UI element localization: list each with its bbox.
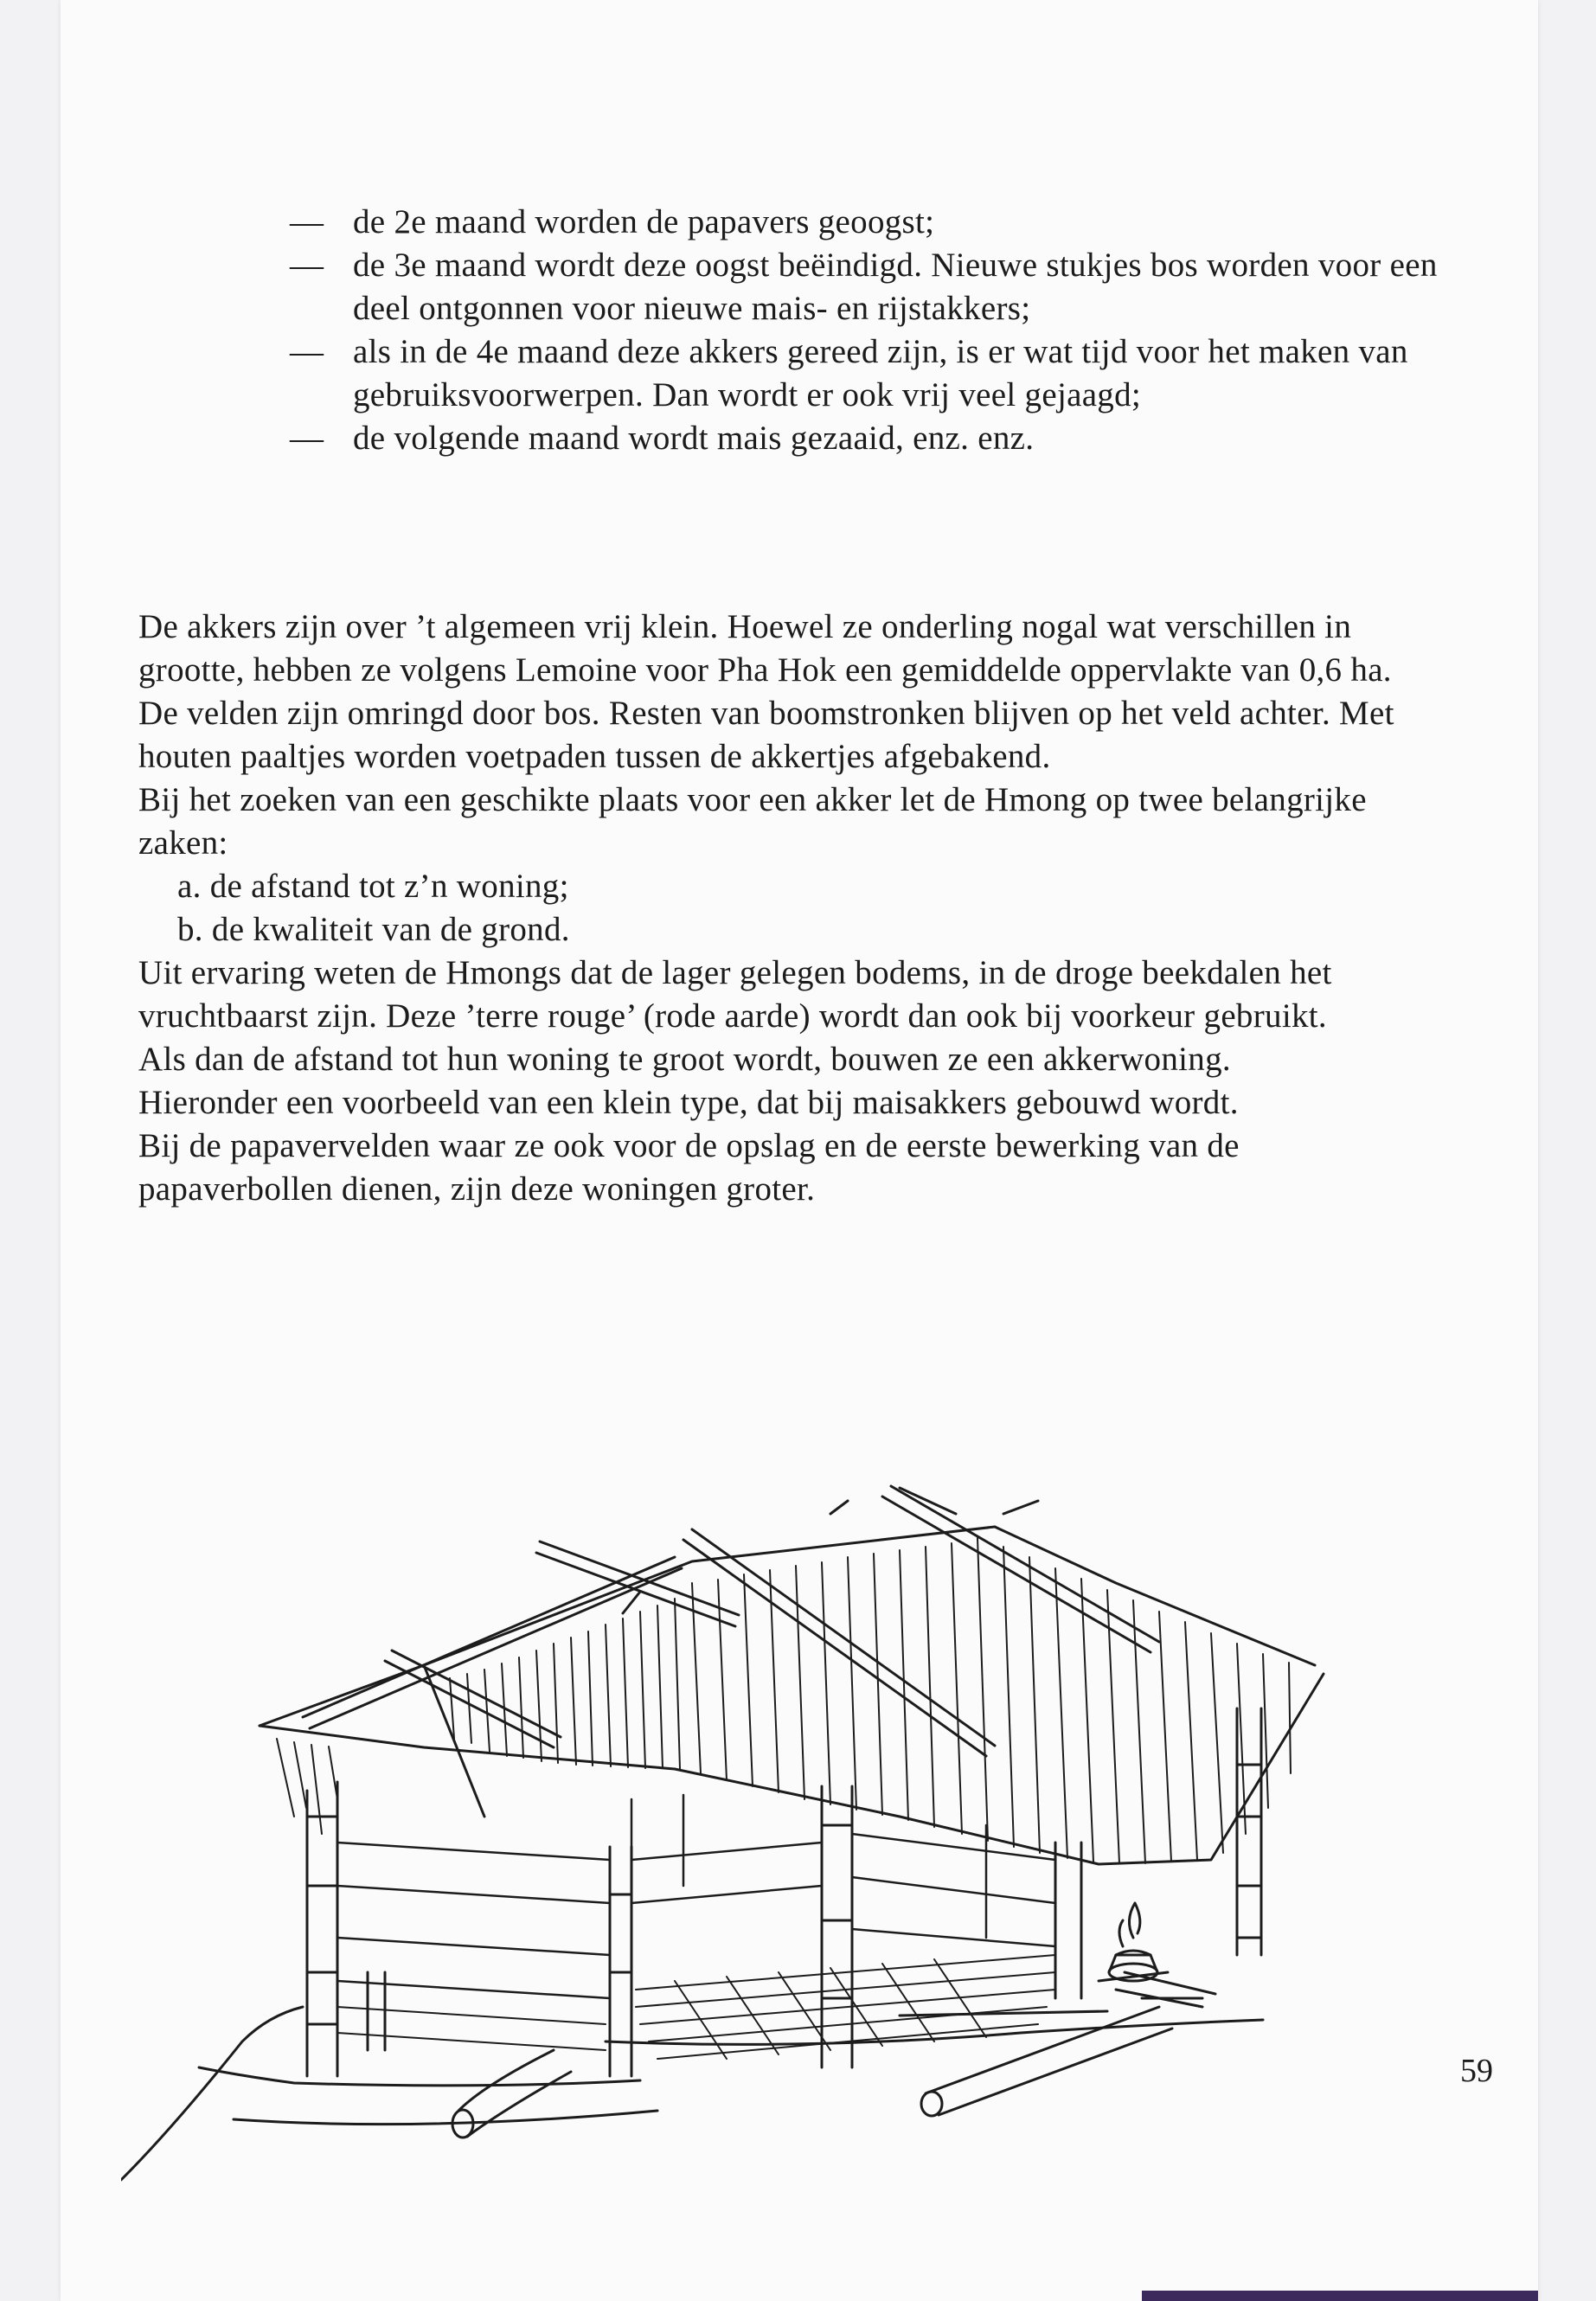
list-item [290,330,1449,417]
ground-lines [121,1998,1263,2180]
month-list [290,201,1449,460]
criterion-distance: a. de afstand tot z’n woning; [177,868,569,905]
list-item [290,417,1449,460]
list-item-text: de 2e maand worden de papavers geoogst; [353,203,935,240]
paragraph-poppy-fields: Bij de papavervelden waar ze ook voor de opslag en de eerste bewerking van de papaverbollen dienen, zijn deze woningen groter. [138,1127,1240,1208]
paragraph-site-selection: Bij het zoeken van een geschikte plaats voor een akker let de Hmong op twee belangrijke zaken: [138,781,1367,862]
list-item [290,244,1449,330]
binding-strip [1142,2291,1538,2301]
dash-bullet: — [290,247,324,284]
paragraph-terre-rouge: Uit ervaring weten de Hmongs dat de lager gelegen bodems, in de droge beekdalen het vruchtbaarst zijn. Deze ’terre rouge’ (rode aarde) wordt dan ook bij voorkeur gebruikt. [138,954,1332,1035]
criterion-soil-quality: b. de kwaliteit van de grond. [177,911,570,948]
roof-thatch [260,1527,1324,1864]
list-item [290,201,1449,244]
fire-and-pot [1099,1903,1168,1981]
paragraph-fields-forest: De velden zijn omringd door bos. Resten van boomstronken blijven op het veld achter. Met houten paaltjes worden voetpaden tussen de akkertjes afgebakend. [138,695,1394,775]
page-number: 59 [1460,2053,1493,2089]
hut-walls [337,1795,1055,1998]
list-item-text: de 3e maand wordt deze oogst beëindigd. Nieuwe stukjes bos worden voor een deel ontgonnen voor nieuwe mais- en rijstakkers; [353,247,1438,327]
paragraph-field-size: De akkers zijn over ’t algemeen vrij klein. Hoewel ze onderling nogal wat verschillen in grootte, hebben ze volgens Lemoine voor Pha Hok een gemiddelde oppervlakte van 0,6 ha. [138,608,1392,689]
roof-poles [303,1486,1159,1756]
paragraph-field-dwelling: Als dan de afstand tot hun woning te groot wordt, bouwen ze een akkerwoning. [138,1041,1231,1078]
list-item-text: de volgende maand wordt mais gezaaid, enz. enz. [353,420,1035,457]
field-hut-drawing [121,1453,1436,2284]
body-text [138,606,1401,1211]
dash-bullet: — [290,203,324,240]
paragraph-example-intro: Hieronder een voorbeeld van een klein type, dat bij maisakkers gebouwd wordt. [138,1084,1239,1121]
dash-bullet: — [290,420,324,457]
dash-bullet: — [290,333,324,370]
list-item-text: als in de 4e maand deze akkers gereed zijn, is er wat tijd voor het maken van gebruiksvoorwerpen. Dan wordt er ook vrij veel gejaagd; [353,333,1408,413]
